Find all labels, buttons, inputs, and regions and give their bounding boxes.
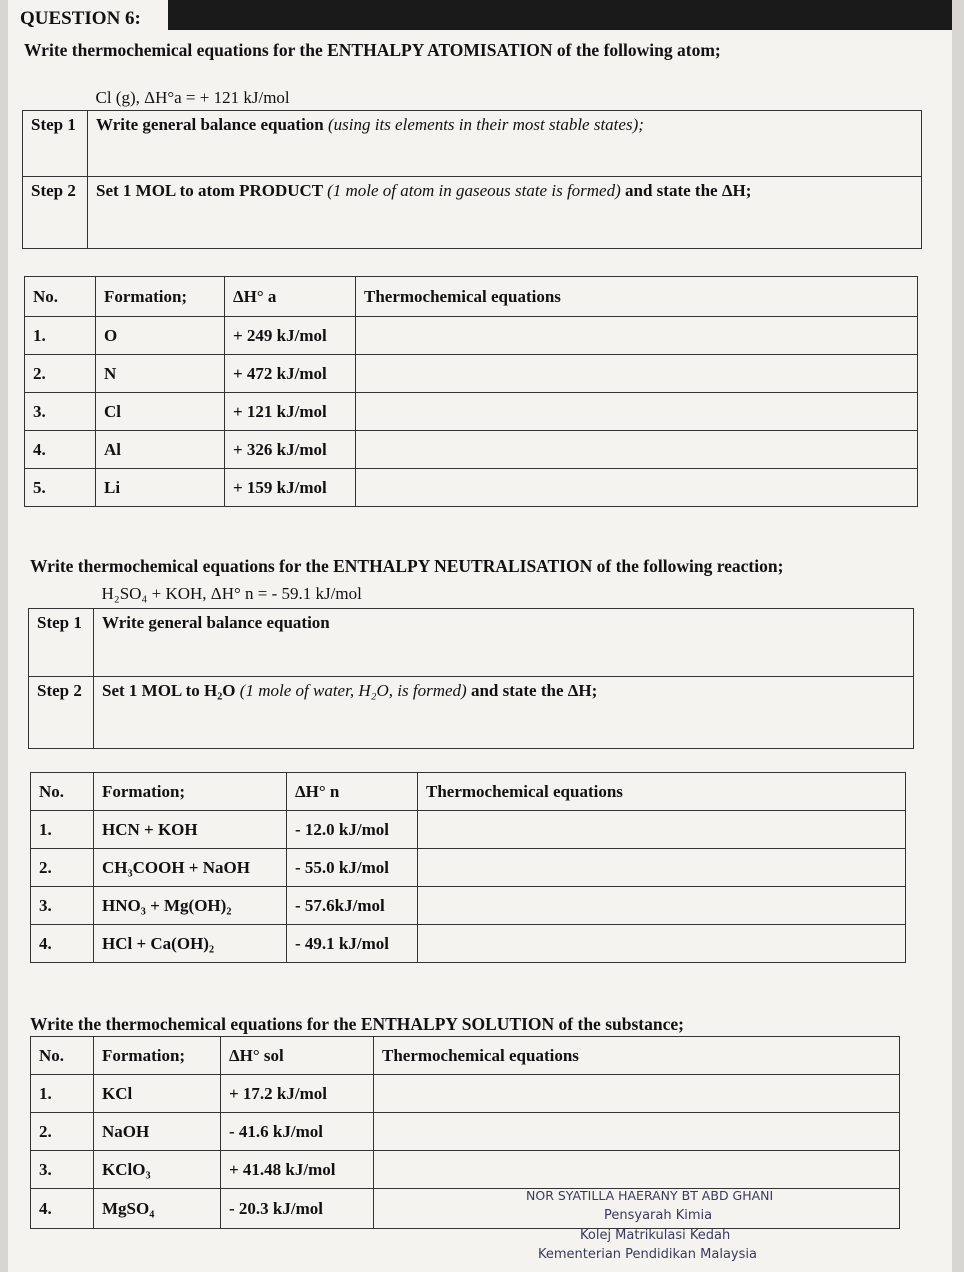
header-no: No. [25,277,96,317]
header-no: No. [31,1037,94,1075]
table-row: 3. Cl + 121 kJ/mol [25,393,918,431]
header-no: No. [31,773,94,811]
atomisation-step1-key: Step 1 [23,111,88,177]
header-equation: Thermochemical equations [356,277,918,317]
atomisation-example: Cl (g), ΔH°a = + 121 kJ/mol [88,84,922,111]
header-dh: ΔH° n [287,773,418,811]
table-row: 3. HNO₃ + Mg(OH)₂ - 57.6kJ/mol [31,887,906,925]
answer-cell[interactable] [356,469,918,507]
answer-cell[interactable] [374,1151,900,1189]
table-row: 2. NaOH - 41.6 kJ/mol [31,1113,900,1151]
neutralisation-step2-text: Set 1 MOL to H₂O (1 mole of water, H₂O, is formed) and state the ΔH; [94,677,914,749]
header-dh: ΔH° sol [221,1037,374,1075]
atomisation-step1-text: Write general balance equation (using its elements in their most stable states); [88,111,922,177]
table-row: 1. KCl + 17.2 kJ/mol [31,1075,900,1113]
header-dh: ΔH° a [225,277,356,317]
signature-ministry: Kementerian Pendidikan Malaysia [538,1247,757,1262]
header-formation: Formation; [94,773,287,811]
answer-cell[interactable] [418,811,906,849]
table-row: 2. CH₃COOH + NaOH - 55.0 kJ/mol [31,849,906,887]
atomisation-intro: Write thermochemical equations for the ENTHALPY ATOMISATION of the following atom; [24,40,721,60]
atomisation-steps [22,84,922,249]
header-equation: Thermochemical equations [374,1037,900,1075]
answer-cell[interactable] [418,849,906,887]
table-row: 5. Li + 159 kJ/mol [25,469,918,507]
table-row: 4. MgSO₄ - 20.3 kJ/mol [31,1189,900,1229]
table-row: 2. N + 472 kJ/mol [25,355,918,393]
header-formation: Formation; [94,1037,221,1075]
table-row: 4. Al + 326 kJ/mol [25,431,918,469]
answer-cell[interactable] [356,431,918,469]
neutralisation-step1-key: Step 1 [29,609,94,677]
table-row: 3. KClO₃ + 41.48 kJ/mol [31,1151,900,1189]
answer-cell[interactable] [374,1075,900,1113]
answer-cell[interactable] [356,317,918,355]
solution-intro: Write the thermochemical equations for the ENTHALPY SOLUTION of the substance; [30,1014,684,1034]
question-header [8,0,952,30]
neutralisation-steps [28,580,914,749]
neutralisation-table [30,772,906,963]
signature-college: Kolej Matrikulasi Kedah [580,1228,731,1243]
table-row: 1. O + 249 kJ/mol [25,317,918,355]
atomisation-step2-key: Step 2 [23,177,88,249]
signature-title: Pensyarah Kimia [604,1208,713,1223]
answer-cell[interactable] [418,887,906,925]
neutralisation-step2-key: Step 2 [29,677,94,749]
answer-cell[interactable] [374,1113,900,1151]
answer-cell[interactable] [356,355,918,393]
atomisation-step2-text: Set 1 MOL to atom PRODUCT (1 mole of atom in gaseous state is formed) and state the ΔH; [88,177,922,249]
worksheet [8,0,952,1272]
table-row: 4. HCl + Ca(OH)₂ - 49.1 kJ/mol [31,925,906,963]
neutralisation-intro: Write thermochemical equations for the ENTHALPY NEUTRALISATION of the following reaction; [30,556,784,576]
signature-name: NOR SYATILLA HAERANY BT ABD GHANI [526,1188,774,1203]
header-equation: Thermochemical equations [418,773,906,811]
question-label: QUESTION 6: [20,8,141,29]
answer-cell[interactable] [418,925,906,963]
answer-cell[interactable] [356,393,918,431]
atomisation-table [24,276,918,507]
table-row: 1. HCN + KOH - 12.0 kJ/mol [31,811,906,849]
neutralisation-step1-text: Write general balance equation [94,609,914,677]
header-formation: Formation; [96,277,225,317]
neutralisation-example: H₂SO₄ + KOH, ΔH° n = - 59.1 kJ/mol [94,580,914,609]
